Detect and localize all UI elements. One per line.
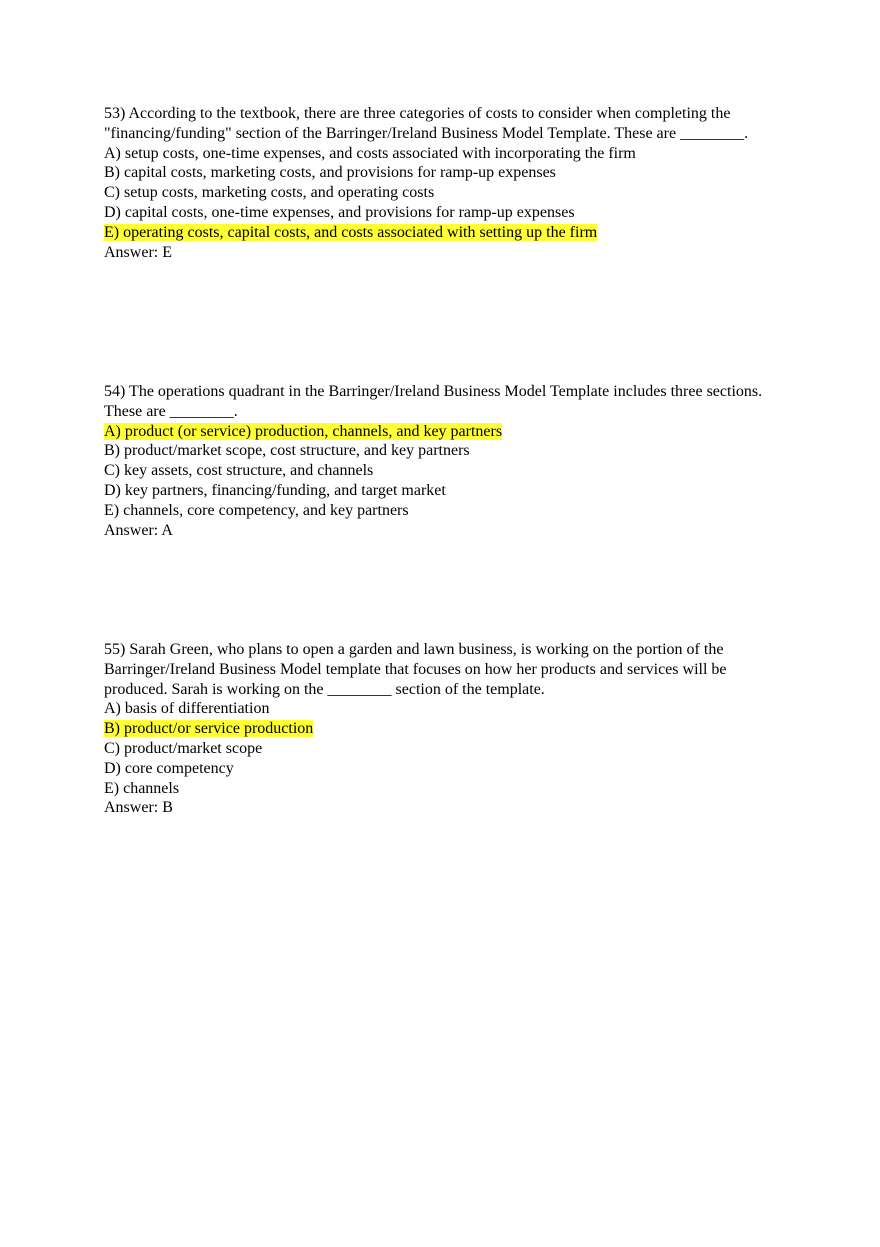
option-b-highlighted: [104, 719, 794, 739]
option-b: [104, 441, 794, 461]
option-c: [104, 739, 794, 759]
question-stem: 53) According to the textbook, there are three categories of costs to consider when completing the "financing/funding" section of the Barringer/Ireland Business Model Template. These are ________.: [104, 105, 749, 142]
option-text: D) capital costs, one-time expenses, and provisions for ramp-up expenses: [104, 203, 575, 221]
option-d: [104, 759, 794, 779]
option-text: B) product/or service production: [104, 720, 314, 738]
option-a-highlighted: [104, 422, 794, 442]
option-text: E) operating costs, capital costs, and costs associated with setting up the firm: [104, 223, 598, 241]
question-54: [104, 382, 794, 540]
option-d: [104, 481, 794, 501]
option-text: B) capital costs, marketing costs, and provisions for ramp-up expenses: [104, 164, 556, 182]
question-stem: 54) The operations quadrant in the Barringer/Ireland Business Model Template includes three sections. These are ________.: [104, 383, 763, 420]
answer-line: Answer: B: [104, 799, 173, 817]
option-text: A) setup costs, one-time expenses, and costs associated with incorporating the firm: [104, 144, 636, 162]
option-text: A) product (or service) production, channels, and key partners: [104, 422, 503, 440]
option-e-highlighted: [104, 223, 794, 243]
option-e: [104, 779, 794, 799]
option-text: E) channels: [104, 779, 180, 797]
option-c: [104, 183, 794, 203]
option-text: E) channels, core competency, and key partners: [104, 501, 409, 519]
option-c: [104, 461, 794, 481]
question-53: [104, 104, 794, 262]
answer-line: Answer: A: [104, 521, 173, 539]
question-stem: 55) Sarah Green, who plans to open a garden and lawn business, is working on the portion of the Barringer/Ireland Business Model template that focuses on how her products and services will be produced. Sarah is working on the ________ section of the template.: [104, 641, 727, 698]
option-text: B) product/market scope, cost structure, and key partners: [104, 442, 470, 460]
question-55: [104, 640, 794, 818]
option-a: [104, 144, 794, 164]
option-text: D) core competency: [104, 759, 234, 777]
option-d: [104, 203, 794, 223]
option-text: D) key partners, financing/funding, and target market: [104, 481, 446, 499]
option-a: [104, 699, 794, 719]
option-text: C) product/market scope: [104, 739, 263, 757]
option-text: C) key assets, cost structure, and channels: [104, 462, 374, 480]
option-b: [104, 163, 794, 183]
option-text: C) setup costs, marketing costs, and operating costs: [104, 184, 435, 202]
option-e: [104, 501, 794, 521]
answer-line: Answer: E: [104, 243, 172, 261]
option-text: A) basis of differentiation: [104, 700, 270, 718]
